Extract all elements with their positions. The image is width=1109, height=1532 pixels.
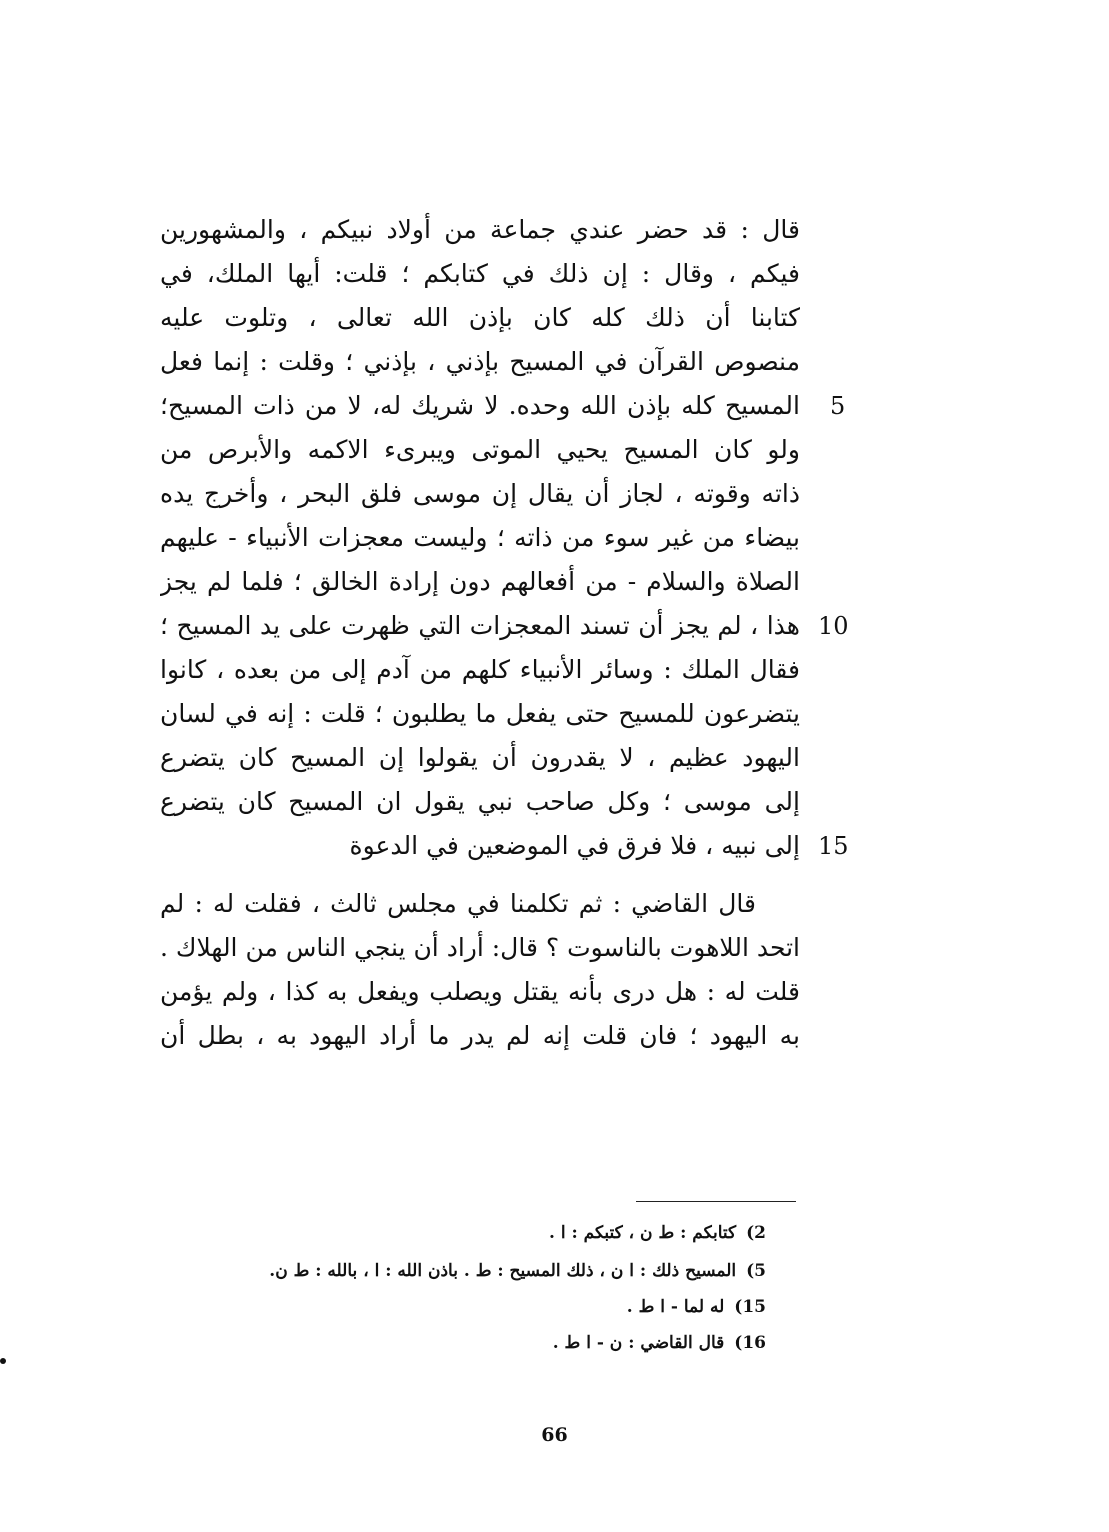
line-number: 5 bbox=[830, 392, 846, 420]
text-line: قال القاضي : ثم تكلمنا في مجلس ثالث ، فقلت له : لم bbox=[160, 889, 756, 918]
text-line: إلى موسى ؛ وكل صاحب نبي يقول ان المسيح كان يتضرع bbox=[160, 787, 800, 816]
text-line: منصوص القرآن في المسيح بإذني ، بإذني ؛ وقلت : إنما فعل bbox=[160, 347, 800, 376]
line-number: 10 bbox=[818, 612, 849, 640]
text-line: اليهود عظيم ، لا يقدرون أن يقولوا إن المسيح كان يتضرع bbox=[160, 743, 800, 772]
text-line: ذاته وقوته ، لجاز أن يقال إن موسى فلق البحر ، وأخرج يده bbox=[160, 479, 800, 508]
footnote-text: قال القاضي : ن - ا ط . bbox=[552, 1333, 725, 1353]
text-line: قلت له : هل درى بأنه يقتل ويصلب ويفعل به كذا ، ولم يؤمن bbox=[160, 977, 800, 1006]
text-line: كتابنا أن ذلك كله كان بإذن الله تعالى ، وتلوت عليه bbox=[160, 303, 800, 332]
footnote-number: 15) bbox=[734, 1297, 766, 1317]
text-line: يتضرعون للمسيح حتى يفعل ما يطلبون ؛ قلت : إنه في لسان bbox=[160, 699, 800, 728]
text-line: فيكم ، وقال : إن ذلك في كتابكم ؛ قلت: أيها الملك، في bbox=[160, 259, 800, 288]
footnote bbox=[150, 1256, 766, 1286]
text-line: الصلاة والسلام - من أفعالهم دون إرادة الخالق ؛ فلما لم يجز bbox=[160, 567, 800, 596]
text-line: بيضاء من غير سوء من ذاته ؛ وليست معجزات الأنبياء - عليهم bbox=[160, 523, 800, 552]
footnote-rule bbox=[636, 1201, 796, 1202]
text-line: به اليهود ؛ فان قلت إنه لم يدر ما أراد اليهود به ، بطل أن bbox=[160, 1021, 800, 1050]
text-line: ولو كان المسيح يحيي الموتى ويبرىء الاكمه والأبرص من bbox=[160, 435, 800, 464]
footnote-text: كتابكم : ط ن ، كتبكم : ا . bbox=[548, 1223, 737, 1243]
footnote bbox=[150, 1292, 766, 1322]
footnote-text: له لما - ا ط . bbox=[626, 1297, 725, 1317]
text-line: إلى نبيه ، فلا فرق في الموضعين في الدعوة bbox=[349, 831, 800, 860]
text-line: هذا ، لم يجز أن تسند المعجزات التي ظهرت على يد المسيح ؛ bbox=[160, 611, 800, 640]
footnote-number: 2) bbox=[746, 1223, 766, 1243]
text-line: قال : قد حضر عندي جماعة من أولاد نبيكم ، والمشهورين bbox=[160, 215, 800, 244]
footnote-text: المسيح ذلك : ا ن ، ذلك المسيح : ط . باذن الله : ا ، بالله : ط ن. bbox=[269, 1261, 737, 1281]
text-line: فقال الملك : وسائر الأنبياء كلهم من آدم إلى من بعده ، كانوا bbox=[160, 655, 800, 684]
footnote-number: 16) bbox=[734, 1333, 766, 1353]
footnote bbox=[150, 1328, 766, 1358]
scan-speck bbox=[0, 1358, 6, 1364]
page-number: 66 bbox=[541, 1424, 568, 1446]
text-line: المسيح كله بإذن الله وحده. لا شريك له، لا من ذات المسيح؛ bbox=[160, 391, 800, 420]
line-number: 15 bbox=[818, 832, 849, 860]
footnote bbox=[150, 1218, 766, 1248]
footnote-number: 5) bbox=[746, 1261, 766, 1281]
text-line: اتحد اللاهوت بالناسوت ؟ قال: أراد أن ينجي الناس من الهلاك . bbox=[160, 933, 800, 962]
